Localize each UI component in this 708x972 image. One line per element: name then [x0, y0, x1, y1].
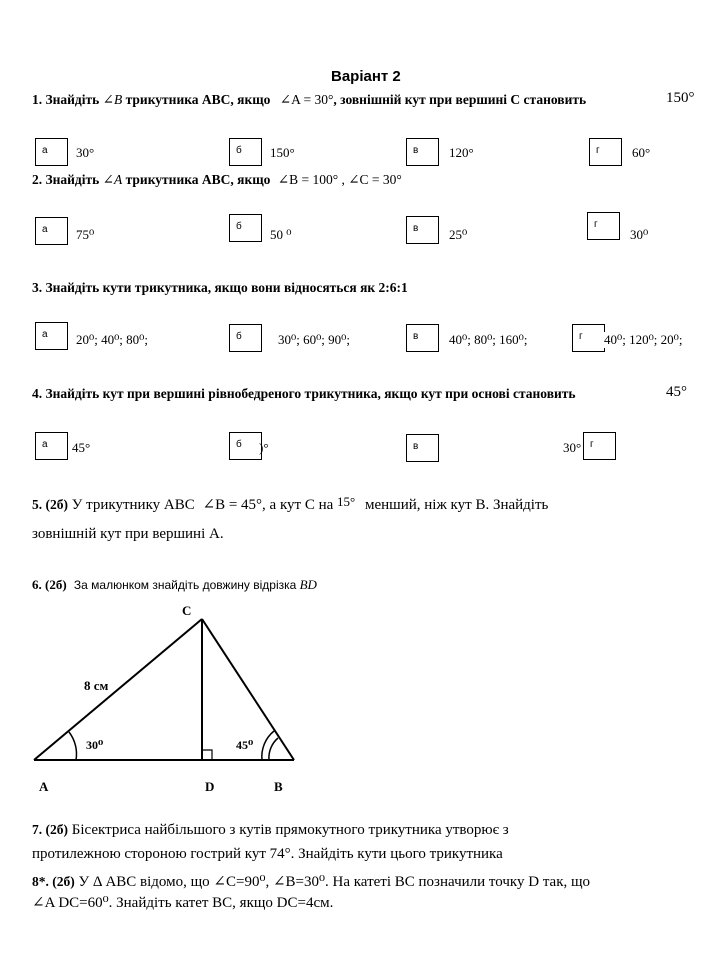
q7-line1: Бісектриса найбільшого з кутів прямокутного трикутника утворює з [71, 822, 509, 838]
side-ac [34, 619, 202, 760]
q7-number: 7. (2б) [32, 822, 68, 837]
q3-option-b-value: 30⁰; 60⁰; 90⁰; [278, 332, 350, 347]
q1-option-g-label: г [596, 145, 600, 156]
q1-value: 150° [666, 90, 695, 106]
q4-option-g-value: 30° [563, 440, 582, 455]
angle-b-arc-inner [269, 738, 278, 760]
right-angle-mark [202, 750, 212, 760]
label-angle-b: 45⁰ [236, 738, 254, 752]
q4-option-v-label: в [413, 441, 419, 452]
label-c: C [182, 603, 192, 618]
q6-text: За малюнком знайдіть довжину відрізка [73, 578, 297, 592]
q5-text-c: менший, ніж кут В. Знайдіть [364, 497, 549, 513]
q1-angle-b: ∠B [102, 92, 123, 107]
q4-option-a-label: а [42, 439, 48, 450]
q5-condition: ∠B = 45° [202, 497, 263, 513]
q6-segment: BD [299, 577, 317, 592]
q4-option-g-label: г [590, 439, 594, 450]
q3-option-v-label: в [413, 331, 419, 342]
q1-text-b: трикутника ABC, якщо [125, 92, 271, 107]
q3-option-v-value: 40⁰; 80⁰; 160⁰; [449, 332, 528, 347]
q1-text-a: Знайдіть [45, 92, 100, 107]
q2-option-v-label: в [413, 223, 419, 234]
q1-option-v-label: в [413, 145, 419, 156]
q2-option-g-label: г [594, 219, 598, 230]
q3-option-g-label: г [579, 331, 583, 342]
q5-text-a: У трикутнику АВС [71, 497, 195, 513]
q1-option-a-label: а [42, 145, 48, 156]
q2-number: 2. [32, 172, 43, 187]
q5-line2: зовнішній кут при вершині А. [32, 526, 224, 542]
q5-value: 15° [337, 494, 356, 509]
q3-option-a-label: а [42, 329, 48, 340]
q8-number: 8*. (2б) [32, 874, 75, 889]
q2-text-a: Знайдіть [45, 172, 100, 187]
q8-line2: ∠A DC=60⁰. Знайдіть катет ВС, якщо DC=4см. [32, 895, 334, 911]
q1-option-b-label: б [236, 145, 242, 156]
q3-option-a-value: 20⁰; 40⁰; 80⁰; [76, 332, 148, 347]
question-3: 3. Знайдіть кути трикутника, якщо вони відносяться як 2:6:1 [32, 280, 408, 295]
q2-angle-a: ∠A [102, 172, 123, 187]
q1-option-a-value: 30° [76, 145, 95, 160]
angle-a-arc [69, 732, 77, 760]
question-4: 4. Знайдіть кут при вершині рівнобедреного трикутника, якщо кут при основі становить [32, 386, 576, 401]
q2-option-a-value: 75⁰ [76, 227, 95, 242]
q6-number: 6. (2б) [32, 577, 67, 592]
q4-option-a-value: 45° [72, 440, 91, 455]
q4-option-b-value: )° [259, 440, 269, 455]
question-8 [32, 872, 590, 891]
q2-option-g-value: 30⁰ [630, 227, 649, 242]
q1-option-v-value: 120° [449, 145, 474, 160]
q1-number: 1. [32, 92, 43, 107]
q2-text-b: трикутника ABC, якщо [125, 172, 271, 187]
label-side-ac: 8 см [84, 678, 109, 693]
q5-number: 5. (2б) [32, 497, 68, 512]
q5-text-b: , а кут С на [262, 497, 334, 513]
q3-option-g-value: 40⁰; 120⁰; 20⁰; [604, 332, 683, 347]
q3-option-b-label: б [236, 331, 242, 342]
q2-condition: ∠B = 100° , ∠C = 30° [277, 172, 402, 187]
label-b: B [274, 779, 283, 794]
q1-option-g-value: 60° [632, 145, 651, 160]
label-angle-a: 30⁰ [86, 738, 104, 752]
q2-option-a-label: а [42, 224, 48, 235]
q2-option-b-label: б [236, 221, 242, 232]
label-a: A [39, 779, 49, 794]
question-7 [32, 822, 509, 839]
q2-option-b-value: 50 ⁰ [270, 227, 292, 242]
q1-condition: ∠A = 30° [279, 92, 334, 107]
q7-line2: протилежною стороною гострий кут 74°. Знайдіть кути цього трикутника [32, 846, 503, 862]
q8-line1: У Δ АВС відомо, що ∠С=90⁰, ∠В=30⁰. На катеті ВС позначили точку D так, що [78, 874, 591, 890]
q1-option-b-value: 150° [270, 145, 295, 160]
q1-text-c: , зовнішній кут при вершині C становить [333, 92, 587, 107]
q4-value: 45° [666, 384, 687, 400]
q4-option-b-label: б [236, 439, 242, 450]
variant-title: Варіант 2 [331, 68, 401, 85]
q2-option-v-value: 25⁰ [449, 227, 468, 242]
label-d: D [205, 779, 215, 794]
